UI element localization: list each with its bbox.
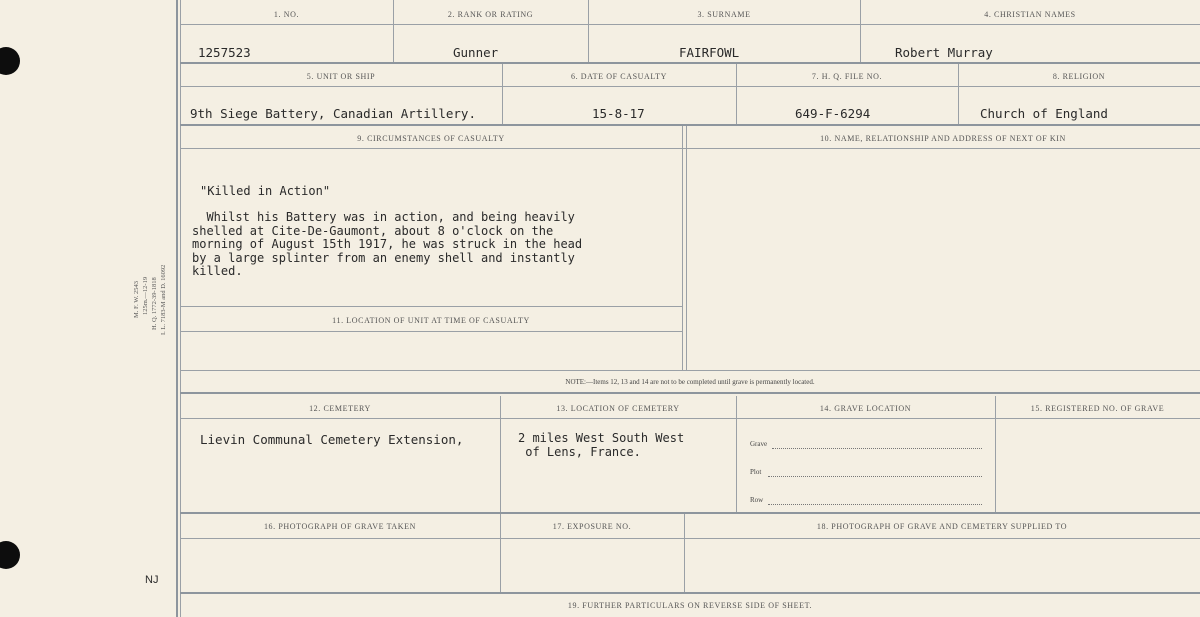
header-next-of-kin: 10. NAME, RELATIONSHIP AND ADDRESS OF NEXT OF KIN (820, 134, 1066, 143)
punch-hole-top (0, 47, 20, 75)
side-print-line: I. L. 7183-M and D. 16092 (160, 264, 167, 335)
header-religion: 8. RELIGION (1052, 72, 1106, 81)
header-rank: 2. RANK OR RATING (447, 10, 534, 19)
header-further-particulars: 19. FURTHER PARTICULARS ON REVERSE SIDE OF SHEET. (567, 601, 813, 610)
plot-field-label: Plot (750, 468, 762, 476)
cemetery-value: Lievin Communal Cemetery Extension, (200, 432, 464, 447)
note-text: NOTE:—Items 12, 13 and 14 are not to be completed until grave is permanently located. (565, 378, 815, 386)
side-print-line: 125m.—12-19 (142, 276, 149, 315)
header-unit: 5. UNIT OR SHIP (306, 72, 376, 81)
unit-value: 9th Siege Battery, Canadian Artillery. (190, 106, 476, 121)
header-location-cemetery: 13. LOCATION OF CEMETERY (556, 404, 680, 413)
regimental-number: 1257523 (198, 45, 251, 60)
header-date: 6. DATE OF CASUALTY (570, 72, 667, 81)
header-exposure: 17. EXPOSURE NO. (552, 522, 632, 531)
date-value: 15-8-17 (592, 106, 645, 121)
surname-value: FAIRFOWL (679, 45, 740, 60)
grave-field-label: Grave (750, 440, 768, 448)
cemetery-location-value: 2 miles West South West of Lens, France. (518, 431, 685, 459)
christian-names-value: Robert Murray (895, 45, 993, 60)
header-cemetery: 12. CEMETERY (309, 404, 371, 413)
side-print-line: H. Q. 1772-39-1818 (151, 277, 158, 330)
header-photo-supplied: 18. PHOTOGRAPH OF GRAVE AND CEMETERY SUPPLIED TO (816, 522, 1068, 531)
row-field-label: Row (750, 496, 764, 504)
religion-value: Church of England (980, 106, 1108, 121)
header-christian-names: 4. CHRISTIAN NAMES (984, 10, 1076, 19)
header-grave-location: 14. GRAVE LOCATION (819, 404, 912, 413)
initials: NJ (145, 574, 159, 586)
file-value: 649-F-6294 (795, 106, 871, 121)
header-photo-taken: 16. PHOTOGRAPH OF GRAVE TAKEN (263, 522, 417, 531)
header-registered-no: 15. REGISTERED NO. OF GRAVE (1030, 404, 1165, 413)
circumstances-title: "Killed in Action" (200, 184, 331, 198)
header-surname: 3. SURNAME (697, 10, 751, 19)
punch-hole-bottom (0, 541, 20, 569)
header-location-unit: 11. LOCATION OF UNIT AT TIME OF CASUALTY (332, 316, 530, 325)
rank-value: Gunner (453, 45, 499, 60)
header-circumstances: 9. CIRCUMSTANCES OF CASUALTY (357, 134, 505, 143)
header-file: 7. H. Q. FILE NO. (811, 72, 883, 81)
circumstances-body: Whilst his Battery was in action, and being heavily shelled at Cite-De-Gaumont, about 8 o'clock on the morning of August 15th 1917, he was struck in the head by a large splinter from an enemy shell and instantly killed. (192, 210, 583, 278)
header-no: 1. NO. (273, 10, 300, 19)
side-print-line: M. F. W. 2543 (133, 280, 140, 318)
